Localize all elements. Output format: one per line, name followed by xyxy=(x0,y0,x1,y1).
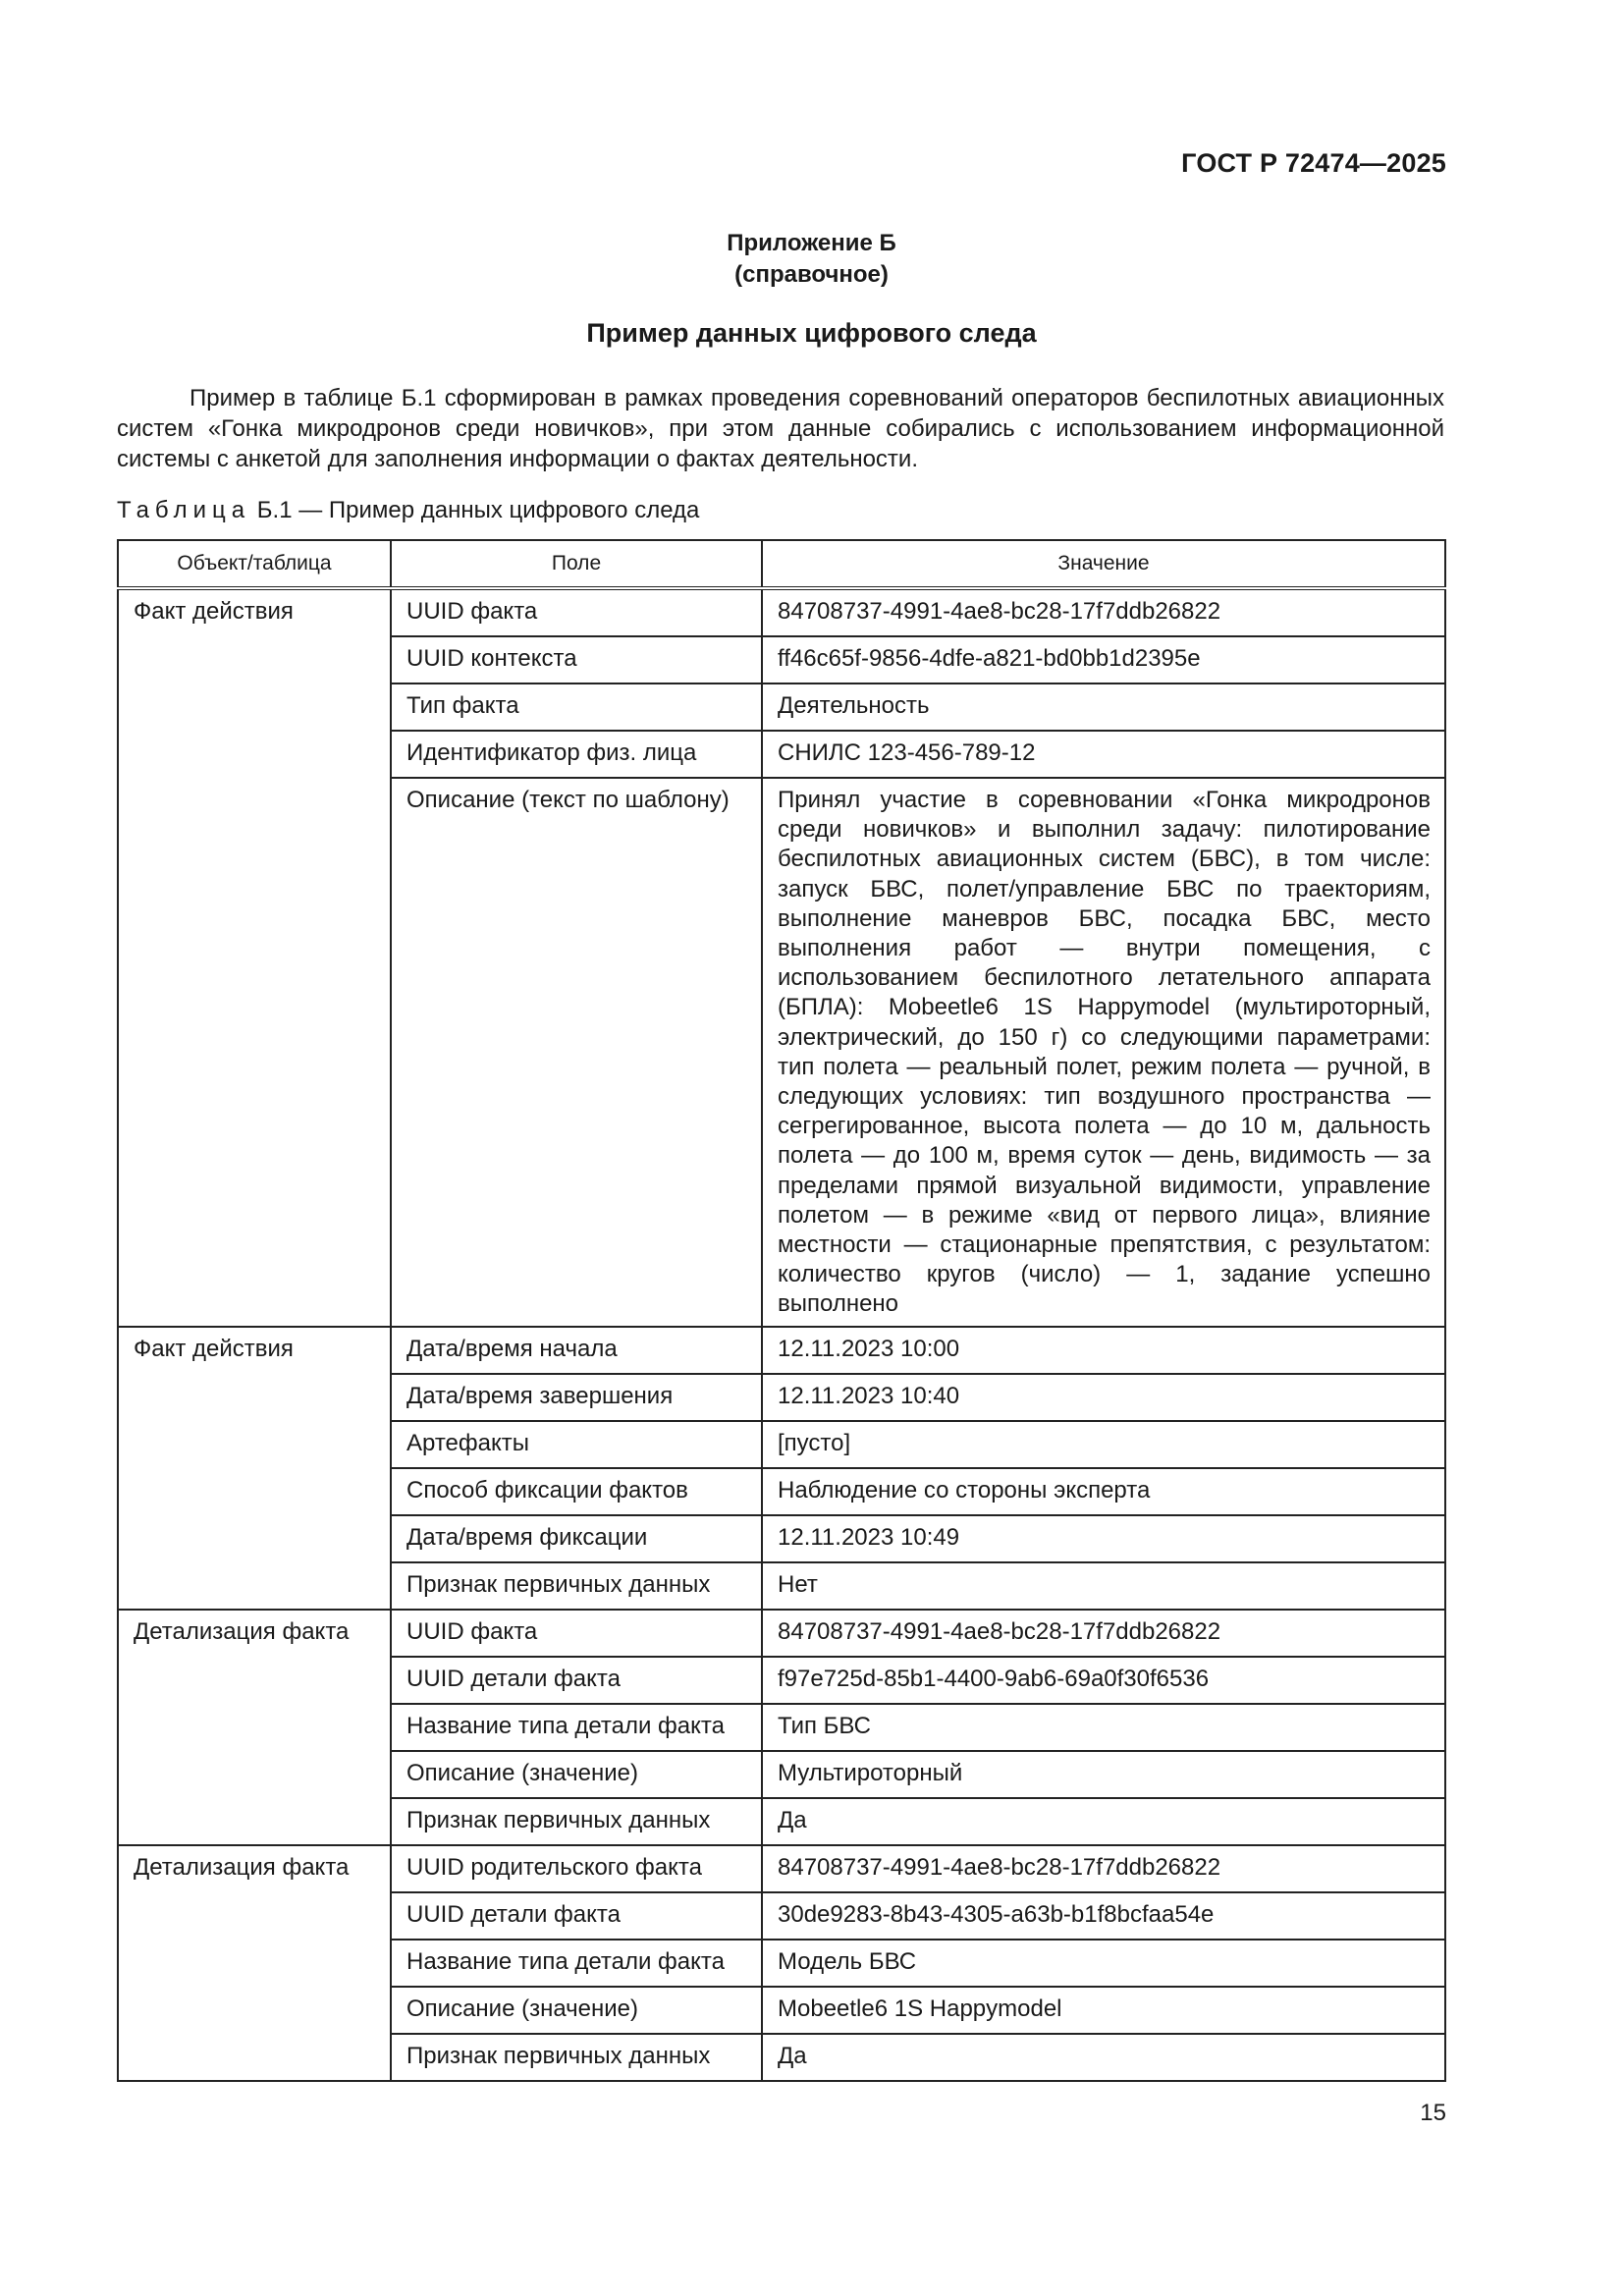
value-cell: ff46c65f-9856-4dfe-a821-bd0bb1d2395e xyxy=(762,636,1445,683)
table-row xyxy=(118,1845,1445,1892)
table-caption xyxy=(117,497,699,524)
page-number: 15 xyxy=(1420,2100,1446,2126)
column-header-value: Значение xyxy=(762,540,1445,588)
value-cell: 84708737-4991-4ae8-bc28-17f7ddb26822 xyxy=(762,588,1445,636)
table-caption-text: Б.1 — Пример данных цифрового следа xyxy=(250,497,700,523)
table-row xyxy=(118,588,1445,636)
appendix-label: Приложение Б xyxy=(727,230,896,256)
column-header-object: Объект/таблица xyxy=(118,540,391,588)
field-cell: Признак первичных данных xyxy=(391,1798,762,1845)
value-cell: Модель БВС xyxy=(762,1940,1445,1987)
field-cell: Название типа детали факта xyxy=(391,1940,762,1987)
field-cell: Описание (значение) xyxy=(391,1987,762,2034)
table-row xyxy=(118,1327,1445,1374)
section-title: Пример данных цифрового следа xyxy=(586,318,1037,348)
object-cell: Факт действия xyxy=(118,1327,391,1610)
table-row xyxy=(118,1610,1445,1657)
description-value-cell: Принял участие в соревновании «Гонка микродронов среди новичков» и выполнил задачу: пилотирование беспилотных авиационных систем (БВС), в том числе: запуск БВС, полет/управление БВС по траекториям, выполнение маневров БВС, посадка БВС, место выполнения работ — внутри помещения, с использованием беспилотного летательного аппарата (БПЛА): Mobeetle6 1S Happymodel (мультироторный, электрический, до 150 г) со следующими параметрами: тип полета — реальный полет, режим полета — ручной, в следующих условиях: тип воздушного пространства — сегрегированное, высота полета — до 10 м, дальность полета — до 100 м, время суток — день, видимость — за пределами прямой визуальной видимости, управление полетом — в режиме «вид от первого лица», влияние местности — стационарные препятствия, с результатом: количество кругов (число) — 1, задание успешно выполнено xyxy=(762,778,1445,1327)
field-cell: Признак первичных данных xyxy=(391,2034,762,2081)
field-cell: UUID родительского факта xyxy=(391,1845,762,1892)
field-cell: UUID детали факта xyxy=(391,1657,762,1704)
value-cell: f97e725d-85b1-4400-9ab6-69a0f30f6536 xyxy=(762,1657,1445,1704)
field-cell: Дата/время начала xyxy=(391,1327,762,1374)
value-cell: Нет xyxy=(762,1562,1445,1610)
field-cell: Способ фиксации фактов xyxy=(391,1468,762,1515)
field-cell: Описание (текст по шаблону) xyxy=(391,778,762,1327)
value-cell: 84708737-4991-4ae8-bc28-17f7ddb26822 xyxy=(762,1845,1445,1892)
appendix-status: (справочное) xyxy=(734,261,889,288)
object-cell: Детализация факта xyxy=(118,1610,391,1845)
value-cell: 12.11.2023 10:49 xyxy=(762,1515,1445,1562)
field-cell: Описание (значение) xyxy=(391,1751,762,1798)
field-cell: Дата/время фиксации xyxy=(391,1515,762,1562)
value-cell: СНИЛС 123-456-789-12 xyxy=(762,731,1445,778)
value-cell: 12.11.2023 10:00 xyxy=(762,1327,1445,1374)
digital-trace-table xyxy=(117,539,1446,2082)
field-cell: Признак первичных данных xyxy=(391,1562,762,1610)
value-cell: 12.11.2023 10:40 xyxy=(762,1374,1445,1421)
table-header-row xyxy=(118,540,1445,588)
field-cell: Артефакты xyxy=(391,1421,762,1468)
appendix-heading xyxy=(0,228,1623,291)
field-cell: Тип факта xyxy=(391,683,762,731)
table-caption-prefix: Таблица xyxy=(117,497,251,523)
value-cell: 84708737-4991-4ae8-bc28-17f7ddb26822 xyxy=(762,1610,1445,1657)
field-cell: UUID детали факта xyxy=(391,1892,762,1940)
value-cell: Деятельность xyxy=(762,683,1445,731)
value-cell: [пусто] xyxy=(762,1421,1445,1468)
column-header-field: Поле xyxy=(391,540,762,588)
field-cell: Идентификатор физ. лица xyxy=(391,731,762,778)
value-cell: Тип БВС xyxy=(762,1704,1445,1751)
value-cell: Наблюдение со стороны эксперта xyxy=(762,1468,1445,1515)
field-cell: UUID контекста xyxy=(391,636,762,683)
value-cell: Mobeetle6 1S Happymodel xyxy=(762,1987,1445,2034)
value-cell: Мультироторный xyxy=(762,1751,1445,1798)
value-cell: 30de9283-8b43-4305-a63b-b1f8bcfaa54e xyxy=(762,1892,1445,1940)
object-cell: Факт действия xyxy=(118,588,391,1327)
field-cell: UUID факта xyxy=(391,588,762,636)
value-cell: Да xyxy=(762,1798,1445,1845)
field-cell: UUID факта xyxy=(391,1610,762,1657)
object-cell: Детализация факта xyxy=(118,1845,391,2081)
value-cell: Да xyxy=(762,2034,1445,2081)
field-cell: Название типа детали факта xyxy=(391,1704,762,1751)
standard-code: ГОСТ Р 72474—2025 xyxy=(1181,148,1446,178)
field-cell: Дата/время завершения xyxy=(391,1374,762,1421)
intro-paragraph: Пример в таблице Б.1 сформирован в рамках проведения соревнований операторов беспилотных авиационных систем «Гонка микродронов среди новичков», при этом данные собирались с использованием информационной системы с анкетой для заполнения информации о фактах деятельности. xyxy=(117,385,1444,472)
